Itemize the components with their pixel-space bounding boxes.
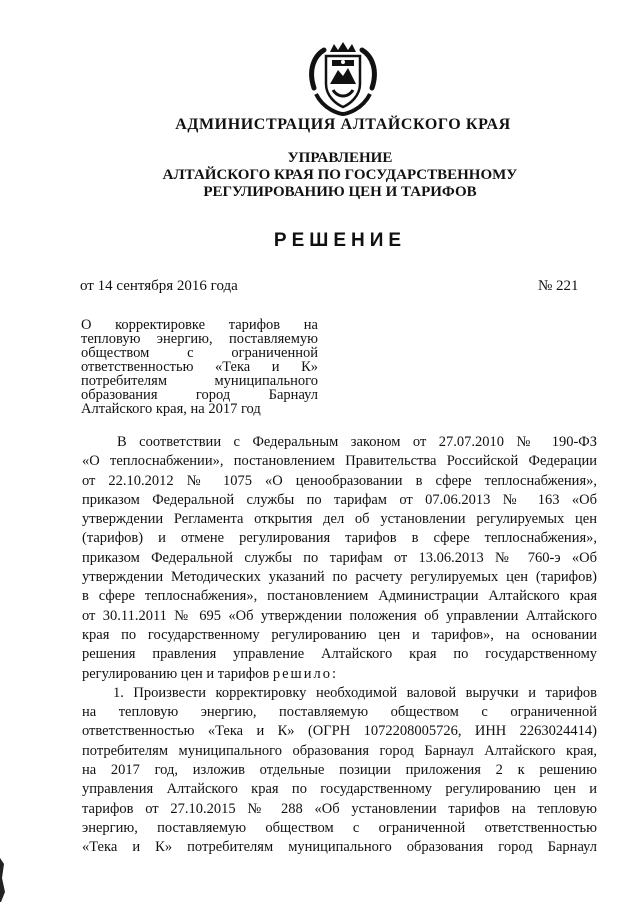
item-1-line: тарифов от 27.10.2015 № 288 «Об установлении тарифов на тепловую bbox=[82, 800, 597, 817]
decided-line bbox=[82, 665, 597, 684]
item-1-line: «Тека и К» потребителям муниципального образования город Барнаул bbox=[82, 839, 597, 856]
body-line: в сфере теплоснабжения», постановлением Администрации Алтайского края bbox=[82, 588, 597, 605]
body-line: края по государственному регулированию цен и тарифов», на основании bbox=[82, 626, 597, 643]
decision-subject bbox=[81, 318, 318, 416]
item-1-line: ответственностью «Тека и К» (ОГРН 1072208005726, ИНН 2263024414) bbox=[82, 723, 597, 740]
body-line: решения правления управление Алтайского края по государственному bbox=[82, 646, 597, 663]
body-line: приказом Федеральной службы по тарифам от 07.06.2013 № 163 «Об bbox=[82, 491, 597, 508]
item-1-line: потребителям муниципального образования город Барнаул Алтайского края, bbox=[82, 742, 597, 759]
decision-date: от 14 сентября 2016 года bbox=[80, 278, 238, 294]
department-line: РЕГУЛИРОВАНИЮ ЦЕН И ТАРИФОВ bbox=[203, 184, 477, 200]
subject-line: тепловую энергию, поставляемую bbox=[81, 331, 318, 347]
body-line: утверждении Регламента открытия дел об установлении регулируемых цен bbox=[82, 511, 597, 528]
body-line: «О теплоснабжении», постановлением Правительства Российской Федерации bbox=[82, 453, 597, 470]
body-line: от 30.11.2011 № 695 «Об утверждении положения об управлении Алтайского bbox=[82, 607, 597, 624]
subject-line: обществом с ограниченной bbox=[81, 345, 318, 361]
item-1-line: энергию, поставляемую обществом с ограниченной ответственностью bbox=[82, 819, 597, 836]
subject-line: О корректировке тарифов на bbox=[81, 317, 318, 333]
subject-line: ответственностью «Тека и К» bbox=[81, 359, 318, 375]
item-1-line: на 2017 год, изложив отдельные позиции приложения 2 к решению bbox=[82, 762, 597, 779]
department-name bbox=[0, 150, 640, 201]
decided-suffix: : bbox=[331, 665, 336, 682]
subject-line: образования город Барнаул bbox=[81, 387, 318, 403]
body-line: В соответствии с Федеральным законом от 27.07.2010 № 190-ФЗ bbox=[117, 434, 597, 450]
body-line: от 22.10.2012 № 1075 «О ценообразовании в сфере теплоснабжения», bbox=[82, 472, 597, 489]
decided-prefix: регулированию цен и тарифов bbox=[82, 665, 273, 682]
document-type-title: РЕШЕНИЕ bbox=[273, 230, 407, 251]
decision-number: № 221 bbox=[538, 278, 579, 294]
altai-krai-coat-of-arms-icon bbox=[302, 40, 384, 120]
item-1-line: управления Алтайского края по государственному регулированию цен и bbox=[82, 781, 597, 798]
decision-body bbox=[82, 433, 597, 858]
decided-word: решило bbox=[272, 665, 332, 682]
organization-title: АДМИНИСТРАЦИЯ АЛТАЙСКОГО КРАЯ bbox=[175, 116, 511, 133]
body-line: приказом Федеральной службы по тарифам от 13.06.2013 № 760-э «Об bbox=[82, 549, 597, 566]
scan-edge-mark bbox=[0, 858, 6, 902]
item-1-line: 1. Произвести корректировку необходимой валовой выручки и тарифов bbox=[113, 684, 597, 701]
subject-line: потребителям муниципального bbox=[81, 373, 318, 389]
body-line: утверждении Методических указаний по расчету регулируемых цен (тарифов) bbox=[82, 569, 597, 586]
subject-line: Алтайского края, на 2017 год bbox=[81, 401, 261, 417]
department-line: АЛТАЙСКОГО КРАЯ ПО ГОСУДАРСТВЕННОМУ bbox=[162, 167, 518, 183]
body-line: (тарифов) и отмене регулирования тарифов в сфере теплоснабжения», bbox=[82, 530, 597, 547]
department-line: УПРАВЛЕНИЕ bbox=[287, 150, 393, 166]
item-1-line: на тепловую энергию, поставляемую обществом с ограниченной bbox=[82, 704, 597, 721]
